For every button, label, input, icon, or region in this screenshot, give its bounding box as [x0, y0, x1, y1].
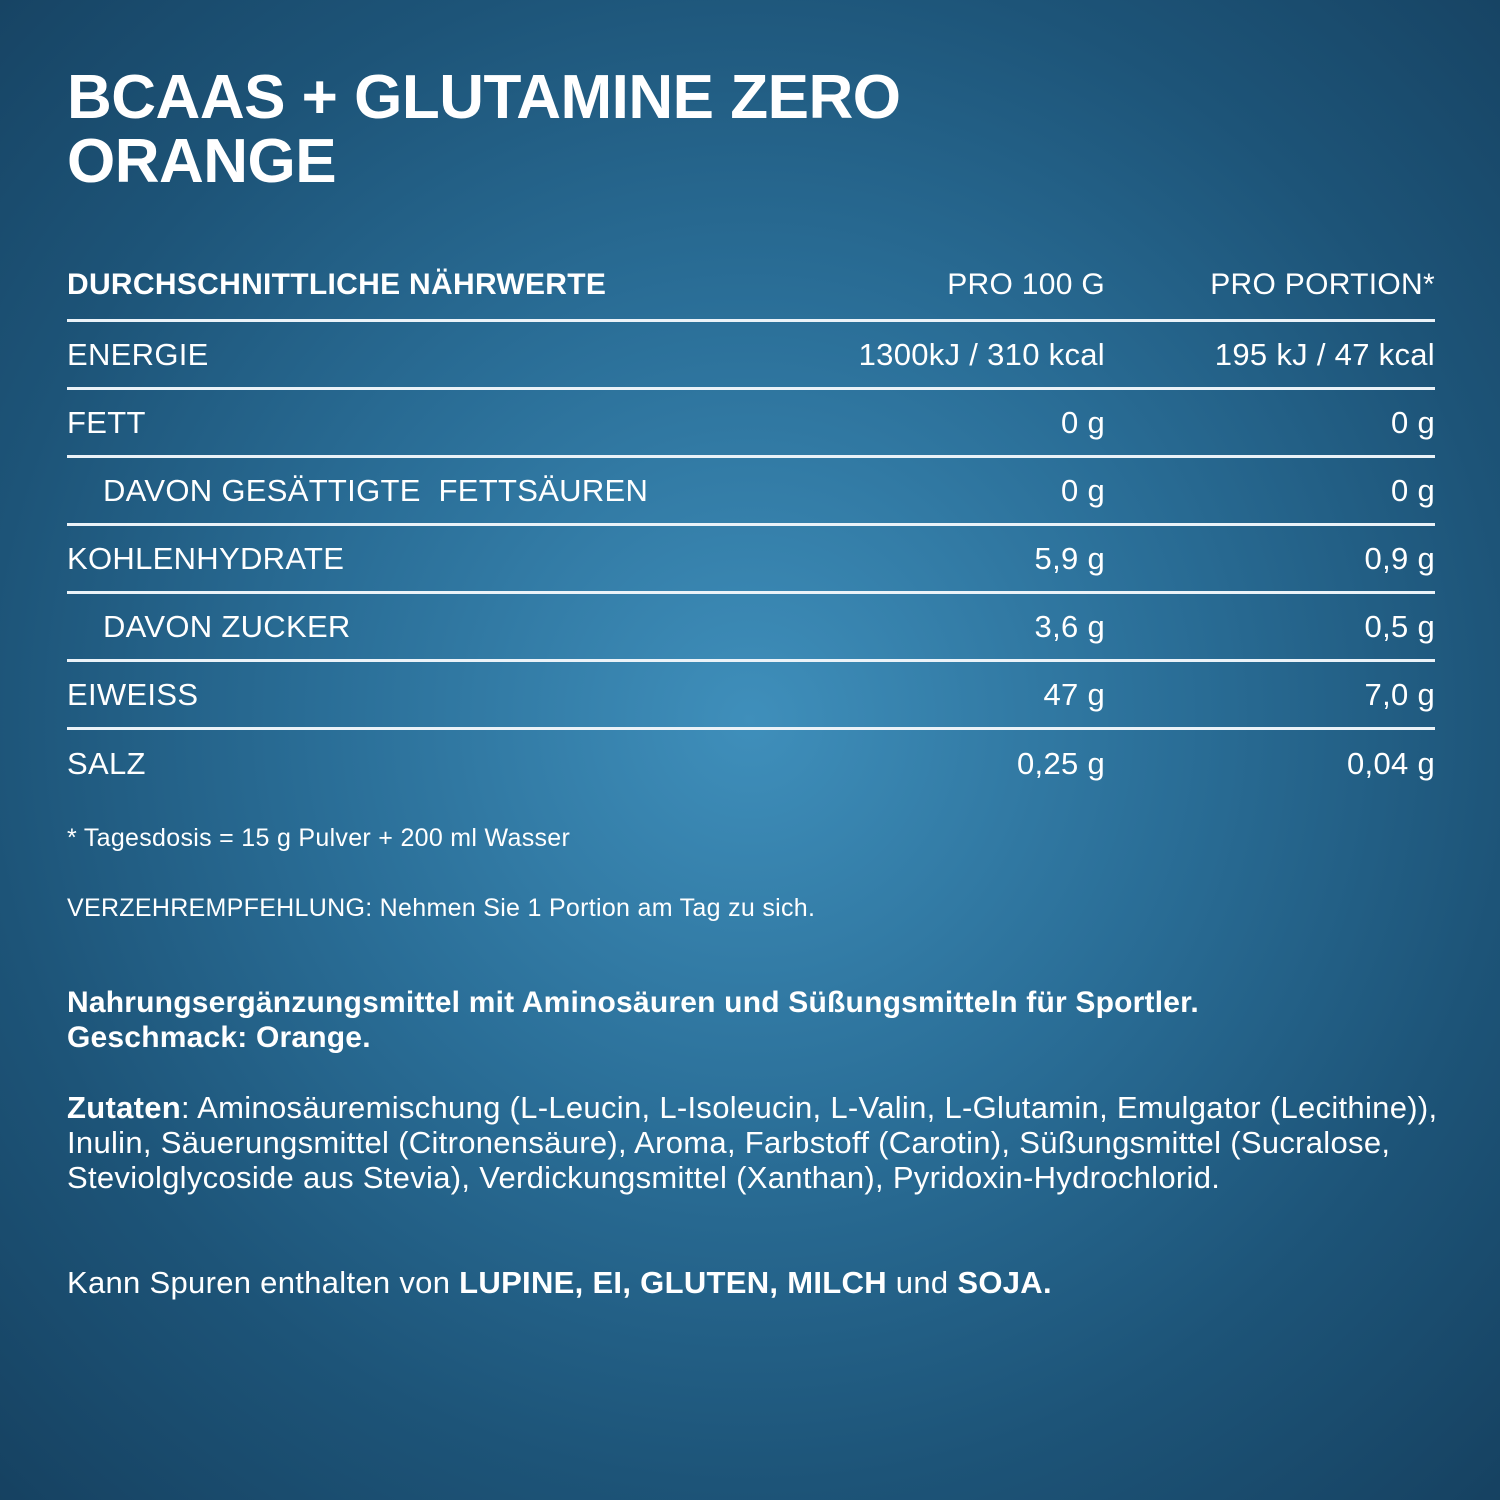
- row-label: SALZ: [67, 746, 146, 781]
- row-value-per-portion: 0,5 g: [1364, 608, 1435, 644]
- row-value-per-portion: 0 g: [1391, 472, 1435, 508]
- nutrition-table: [67, 250, 1435, 798]
- header-label: DURCHSCHNITTLICHE NÄHRWERTE: [67, 267, 607, 301]
- table-row-kohlenhydrate: [67, 526, 1435, 594]
- header-per-portion: PRO PORTION*: [1210, 267, 1435, 301]
- description-line1: Nahrungsergänzungsmittel mit Aminosäuren und Süßungsmitteln für Sportler.: [67, 986, 1199, 1019]
- ingredients-text: : Aminosäuremischung (L-Leucin, L-Isoleucin, L-Valin, L-Glutamin, Emulgator (Lecithine)), Inulin, Säuerungsmittel (Citronensäure), Aroma, Farbstoff (Carotin), Süßungsmittel (Sucralose, Steviolglycoside aus Stevia), Verdickungsmittel (Xanthan), Pyridoxin-Hydrochlorid.: [67, 1090, 1438, 1195]
- product-title: [67, 63, 901, 196]
- row-label: KOHLENHYDRATE: [67, 540, 345, 576]
- row-value-per-100g: 47 g: [1043, 676, 1105, 712]
- row-value-per-100g: 1300kJ / 310 kcal: [858, 336, 1105, 372]
- table-row-fett: [67, 390, 1435, 458]
- row-value-per-portion: 7,0 g: [1364, 676, 1435, 712]
- row-label: ENERGIE: [67, 336, 209, 372]
- traces-allergens: LUPINE, EI, GLUTEN, MILCH: [459, 1265, 887, 1300]
- allergen-traces: [67, 1265, 1447, 1301]
- product-title-line1: BCAAS + GLUTAMINE ZERO: [67, 63, 901, 132]
- row-value-per-100g: 0,25 g: [1017, 746, 1105, 781]
- row-value-per-portion: 0,04 g: [1347, 746, 1435, 781]
- table-row-gesaettigte-fettsaeuren: [67, 458, 1435, 526]
- row-label: DAVON ZUCKER: [103, 608, 351, 644]
- header-per-100g: PRO 100 G: [947, 267, 1105, 301]
- consumption-recommendation: VERZEHREMPFEHLUNG: Nehmen Sie 1 Portion am Tag zu sich.: [67, 894, 816, 922]
- ingredients: [67, 1090, 1447, 1195]
- row-value-per-portion: 0,9 g: [1364, 540, 1435, 576]
- traces-prefix: Kann Spuren enthalten von: [67, 1265, 460, 1300]
- row-label: DAVON GESÄTTIGTE FETTSÄUREN: [103, 472, 649, 508]
- row-label: FETT: [67, 404, 146, 440]
- product-description: [67, 985, 1447, 1055]
- product-title-line2: ORANGE: [67, 127, 337, 196]
- row-value-per-portion: 0 g: [1391, 404, 1435, 440]
- traces-middle: und: [886, 1265, 958, 1300]
- row-label: EIWEISS: [67, 676, 199, 712]
- ingredients-label: Zutaten: [67, 1090, 182, 1125]
- table-row-energie: [67, 322, 1435, 390]
- table-row-eiweiss: [67, 662, 1435, 730]
- row-value-per-100g: 3,6 g: [1034, 608, 1105, 644]
- row-value-per-100g: 0 g: [1061, 404, 1105, 440]
- table-row-salz: [67, 730, 1435, 798]
- row-value-per-100g: 0 g: [1061, 472, 1105, 508]
- table-row-zucker: [67, 594, 1435, 662]
- footnote: * Tagesdosis = 15 g Pulver + 200 ml Wasser: [67, 824, 571, 852]
- nutrition-table-header: [67, 250, 1435, 322]
- description-line2: Geschmack: Orange.: [67, 1021, 371, 1054]
- row-value-per-100g: 5,9 g: [1034, 540, 1105, 576]
- traces-last: SOJA.: [957, 1265, 1052, 1300]
- row-value-per-portion: 195 kJ / 47 kcal: [1214, 336, 1435, 372]
